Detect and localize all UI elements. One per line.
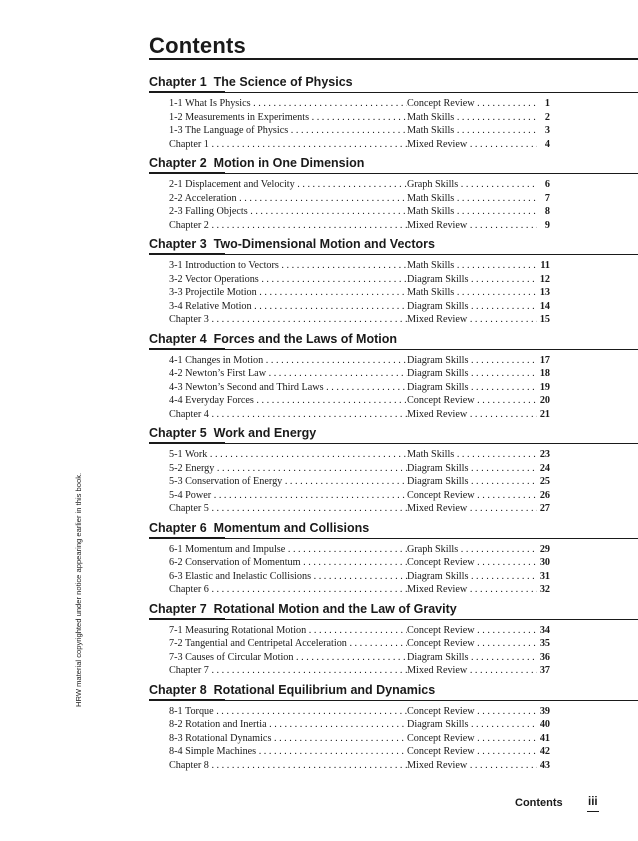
toc-entry[interactable] — [169, 408, 549, 422]
chapter-rule-thin — [225, 349, 638, 350]
chapter-title — [149, 602, 457, 616]
footer-label: Contents — [515, 797, 563, 809]
footer-rule — [587, 811, 599, 812]
toc-entry[interactable] — [169, 502, 549, 516]
chapter-title — [149, 237, 435, 251]
toc-entry[interactable] — [169, 448, 549, 462]
entry-page-number: 20 — [537, 394, 550, 408]
entry-page-number: 9 — [537, 219, 550, 233]
chapter-heading — [149, 75, 549, 97]
chapter-title — [149, 426, 316, 440]
entry-page-number: 13 — [537, 286, 550, 300]
chapter-label: Chapter 4 — [149, 331, 207, 346]
entry-review-type: Mixed Review . . . — [407, 138, 546, 152]
entry-review-type: Mixed Review . . . — [407, 583, 546, 597]
chapter-rule-thin — [225, 443, 638, 444]
chapter-rule-thick — [149, 253, 225, 255]
footer-page-number: iii — [588, 796, 598, 808]
entry-page-number: 23 — [537, 448, 550, 462]
entry-page-number: 4 — [537, 138, 550, 152]
entry-lesson: 2-1 Displacement and Velocity . . . — [169, 178, 407, 192]
chapter-label: Chapter 8 — [149, 682, 207, 697]
entry-lesson: 8-3 Rotational Dynamics . . . — [169, 732, 407, 746]
entry-lesson: 3-1 Introduction to Vectors . . . — [169, 259, 407, 273]
chapter-rule-thick — [149, 91, 225, 93]
toc-entry[interactable] — [169, 313, 549, 327]
chapter-section — [149, 426, 549, 521]
toc-entry[interactable] — [169, 124, 549, 138]
toc-entry[interactable] — [169, 543, 549, 557]
chapter-label: Chapter 3 — [149, 237, 207, 251]
chapter-title — [149, 683, 435, 697]
chapter-section — [149, 75, 549, 156]
entry-lesson: 7-1 Measuring Rotational Motion . . . — [169, 624, 407, 638]
entry-page-number: 41 — [537, 732, 550, 746]
toc-entry[interactable] — [169, 664, 549, 678]
entry-review-type: Diagram Skills . . . — [407, 300, 546, 314]
entry-review-type: Concept Review . . . — [407, 637, 546, 651]
toc-entry[interactable] — [169, 205, 549, 219]
entry-review-type: Math Skills . . . — [407, 111, 546, 125]
entry-page-number: 39 — [537, 705, 550, 719]
chapter-name: Work and Energy — [213, 426, 317, 440]
entry-lesson: 6-1 Momentum and Impulse . . . — [169, 543, 407, 557]
chapter-rule-thin — [225, 92, 638, 93]
entry-lesson: 3-4 Relative Motion . . . — [169, 300, 407, 314]
toc-entry[interactable] — [169, 367, 549, 381]
toc-entry[interactable] — [169, 192, 549, 206]
chapter-section — [149, 237, 549, 332]
toc-entry[interactable] — [169, 489, 549, 503]
toc-entry[interactable] — [169, 759, 549, 773]
entry-review-type: Concept Review . . . — [407, 732, 546, 746]
toc-entry[interactable] — [169, 475, 549, 489]
entry-lesson: 5-1 Work . . . — [169, 448, 407, 462]
chapter-entries — [149, 624, 549, 683]
entry-lesson: Chapter 1 . . . — [169, 138, 407, 152]
toc-entry[interactable] — [169, 381, 549, 395]
page-title: Contents — [149, 33, 246, 58]
chapter-heading — [149, 602, 549, 624]
toc-entry[interactable] — [169, 705, 549, 719]
entry-lesson: Chapter 8 . . . — [169, 759, 407, 773]
entry-lesson: 2-3 Falling Objects . . . — [169, 205, 407, 219]
toc-entry[interactable] — [169, 637, 549, 651]
chapter-name: Motion in One Dimension — [213, 156, 365, 170]
entry-page-number: 30 — [537, 556, 550, 570]
entry-lesson: 8-1 Torque . . . — [169, 705, 407, 719]
chapter-section — [149, 683, 549, 778]
entry-review-type: Math Skills . . . — [407, 448, 546, 462]
chapter-label: Chapter 1 — [149, 75, 207, 89]
entry-lesson: 3-2 Vector Operations . . . — [169, 273, 407, 287]
entry-review-type: Graph Skills . . . — [407, 543, 546, 557]
chapter-label: Chapter 7 — [149, 601, 207, 616]
entry-page-number: 21 — [537, 408, 550, 422]
entry-page-number: 1 — [537, 97, 550, 111]
entry-page-number: 36 — [537, 651, 550, 665]
toc-entry[interactable] — [169, 583, 549, 597]
entry-page-number: 6 — [537, 178, 550, 192]
chapter-title — [149, 156, 364, 170]
entry-review-type: Mixed Review . . . — [407, 759, 546, 773]
chapter-entries — [149, 448, 549, 521]
entry-review-type: Diagram Skills . . . — [407, 381, 546, 395]
toc-entry[interactable] — [169, 732, 549, 746]
chapter-rule-thick — [149, 537, 225, 539]
entry-review-type: Math Skills . . . — [407, 205, 546, 219]
entry-page-number: 42 — [537, 745, 550, 759]
toc-entry[interactable] — [169, 259, 549, 273]
chapter-section — [149, 332, 549, 427]
entry-lesson: 5-2 Energy . . . — [169, 462, 407, 476]
toc-entry[interactable] — [169, 556, 549, 570]
entry-review-type: Concept Review . . . — [407, 705, 546, 719]
toc-entry[interactable] — [169, 354, 549, 368]
entry-page-number: 32 — [537, 583, 550, 597]
entry-review-type: Mixed Review . . . — [407, 664, 546, 678]
entry-review-type: Concept Review . . . — [407, 745, 546, 759]
chapter-name: Forces and the Laws of Motion — [213, 331, 397, 346]
chapter-rule-thin — [225, 538, 638, 539]
entry-page-number: 3 — [537, 124, 550, 138]
entry-lesson: 1-3 The Language of Physics . . . — [169, 124, 407, 138]
entry-page-number: 17 — [537, 354, 550, 368]
entry-lesson: 7-3 Causes of Circular Motion . . . — [169, 651, 407, 665]
chapter-name: Two-Dimensional Motion and Vectors — [213, 237, 435, 251]
table-of-contents — [149, 75, 549, 777]
entry-lesson: 2-2 Acceleration . . . — [169, 192, 407, 206]
entry-review-type: Graph Skills . . . — [407, 178, 546, 192]
chapter-entries — [149, 178, 549, 237]
entry-review-type: Math Skills . . . — [407, 259, 546, 273]
entry-review-type: Diagram Skills . . . — [407, 475, 546, 489]
entry-page-number: 12 — [537, 273, 550, 287]
entry-page-number: 7 — [537, 192, 550, 206]
chapter-rule-thick — [149, 699, 225, 701]
entry-page-number: 8 — [537, 205, 550, 219]
entry-lesson: 1-1 What Is Physics . . . — [169, 97, 407, 111]
chapter-label: Chapter 2 — [149, 156, 207, 170]
entry-lesson: 4-3 Newton’s Second and Third Laws . . . — [169, 381, 407, 395]
entry-review-type: Concept Review . . . — [407, 394, 546, 408]
chapter-rule-thick — [149, 442, 225, 444]
chapter-name: The Science of Physics — [213, 75, 353, 89]
toc-entry[interactable] — [169, 300, 549, 314]
chapter-name: Rotational Motion and the Law of Gravity — [213, 601, 457, 616]
toc-entry[interactable] — [169, 111, 549, 125]
entry-page-number: 18 — [537, 367, 550, 381]
toc-entry[interactable] — [169, 462, 549, 476]
chapter-heading — [149, 237, 549, 259]
entry-page-number: 43 — [537, 759, 550, 773]
chapter-heading — [149, 683, 549, 705]
chapter-rule-thin — [225, 700, 638, 701]
chapter-section — [149, 602, 549, 683]
toc-entry[interactable] — [169, 219, 549, 233]
entry-page-number: 29 — [537, 543, 550, 557]
chapter-label: Chapter 6 — [149, 520, 207, 535]
entry-lesson: Chapter 5 . . . — [169, 502, 407, 516]
entry-page-number: 27 — [537, 502, 550, 516]
entry-page-number: 19 — [537, 381, 550, 395]
entry-review-type: Math Skills . . . — [407, 192, 546, 206]
chapter-entries — [149, 97, 549, 156]
entry-lesson: 6-2 Conservation of Momentum . . . — [169, 556, 407, 570]
entry-lesson: Chapter 4 . . . — [169, 408, 407, 422]
entry-lesson: Chapter 3 . . . — [169, 313, 407, 327]
entry-lesson: 8-2 Rotation and Inertia . . . — [169, 718, 407, 732]
entry-lesson: 4-1 Changes in Motion . . . — [169, 354, 407, 368]
chapter-heading — [149, 156, 549, 178]
entry-lesson: 6-3 Elastic and Inelastic Collisions . . . — [169, 570, 407, 584]
title-rule — [149, 58, 638, 60]
chapter-rule-thin — [225, 173, 638, 174]
entry-page-number: 40 — [537, 718, 550, 732]
entry-review-type: Concept Review . . . — [407, 97, 546, 111]
entry-lesson: 1-2 Measurements in Experiments . . . — [169, 111, 407, 125]
entry-review-type: Diagram Skills . . . — [407, 718, 546, 732]
chapter-rule-thick — [149, 348, 225, 350]
entry-review-type: Concept Review . . . — [407, 624, 546, 638]
chapter-entries — [149, 705, 549, 778]
copyright-note: HRW material copyrighted under notice appearing earlier in this book. — [74, 472, 83, 707]
entry-review-type: Concept Review . . . — [407, 556, 546, 570]
entry-page-number: 11 — [537, 259, 550, 273]
toc-entry[interactable] — [169, 745, 549, 759]
entry-review-type: Diagram Skills . . . — [407, 354, 546, 368]
entry-lesson: 3-3 Projectile Motion . . . — [169, 286, 407, 300]
toc-entry[interactable] — [169, 138, 549, 152]
toc-entry[interactable] — [169, 624, 549, 638]
toc-entry[interactable] — [169, 394, 549, 408]
entry-page-number: 34 — [537, 624, 550, 638]
entry-review-type: Math Skills . . . — [407, 286, 546, 300]
entry-review-type: Diagram Skills . . . — [407, 570, 546, 584]
toc-entry[interactable] — [169, 97, 549, 111]
entry-review-type: Diagram Skills . . . — [407, 367, 546, 381]
entry-lesson: Chapter 7 . . . — [169, 664, 407, 678]
entry-lesson: 7-2 Tangential and Centripetal Acceleration . . . — [169, 637, 407, 651]
entry-lesson: 5-4 Power . . . — [169, 489, 407, 503]
chapter-name: Rotational Equilibrium and Dynamics — [213, 682, 436, 697]
chapter-heading — [149, 332, 549, 354]
toc-entry[interactable] — [169, 570, 549, 584]
entry-page-number: 31 — [537, 570, 550, 584]
entry-page-number: 2 — [537, 111, 550, 125]
chapter-heading — [149, 521, 549, 543]
entry-page-number: 35 — [537, 637, 550, 651]
chapter-label: Chapter 5 — [149, 426, 207, 440]
entry-page-number: 37 — [537, 664, 550, 678]
entry-review-type: Mixed Review . . . — [407, 219, 546, 233]
toc-entry[interactable] — [169, 286, 549, 300]
toc-entry[interactable] — [169, 273, 549, 287]
toc-entry[interactable] — [169, 178, 549, 192]
entry-page-number: 26 — [537, 489, 550, 503]
chapter-title — [149, 332, 397, 346]
entry-lesson: 8-4 Simple Machines . . . — [169, 745, 407, 759]
entry-review-type: Mixed Review . . . — [407, 502, 546, 516]
entry-lesson: Chapter 2 . . . — [169, 219, 407, 233]
entry-page-number: 24 — [537, 462, 550, 476]
entry-review-type: Diagram Skills . . . — [407, 651, 546, 665]
chapter-entries — [149, 354, 549, 427]
chapter-entries — [149, 259, 549, 332]
entry-lesson: 4-2 Newton’s First Law . . . — [169, 367, 407, 381]
entry-lesson: 4-4 Everyday Forces . . . — [169, 394, 407, 408]
chapter-title — [149, 75, 353, 89]
toc-entry[interactable] — [169, 718, 549, 732]
chapter-rule-thin — [225, 254, 638, 255]
chapter-title — [149, 521, 369, 535]
chapter-heading — [149, 426, 549, 448]
entry-review-type: Diagram Skills . . . — [407, 462, 546, 476]
chapter-entries — [149, 543, 549, 602]
chapter-section — [149, 521, 549, 602]
entry-page-number: 14 — [537, 300, 550, 314]
chapter-section — [149, 156, 549, 237]
entry-lesson: Chapter 6 . . . — [169, 583, 407, 597]
chapter-rule-thick — [149, 172, 225, 174]
entry-review-type: Mixed Review . . . — [407, 408, 546, 422]
entry-lesson: 5-3 Conservation of Energy . . . — [169, 475, 407, 489]
entry-review-type: Diagram Skills . . . — [407, 273, 546, 287]
entry-review-type: Mixed Review . . . — [407, 313, 546, 327]
chapter-rule-thin — [225, 619, 638, 620]
entry-page-number: 15 — [537, 313, 550, 327]
chapter-rule-thick — [149, 618, 225, 620]
entry-review-type: Concept Review . . . — [407, 489, 546, 503]
entry-review-type: Math Skills . . . — [407, 124, 546, 138]
entry-page-number: 25 — [537, 475, 550, 489]
toc-entry[interactable] — [169, 651, 549, 665]
chapter-name: Momentum and Collisions — [213, 520, 370, 535]
